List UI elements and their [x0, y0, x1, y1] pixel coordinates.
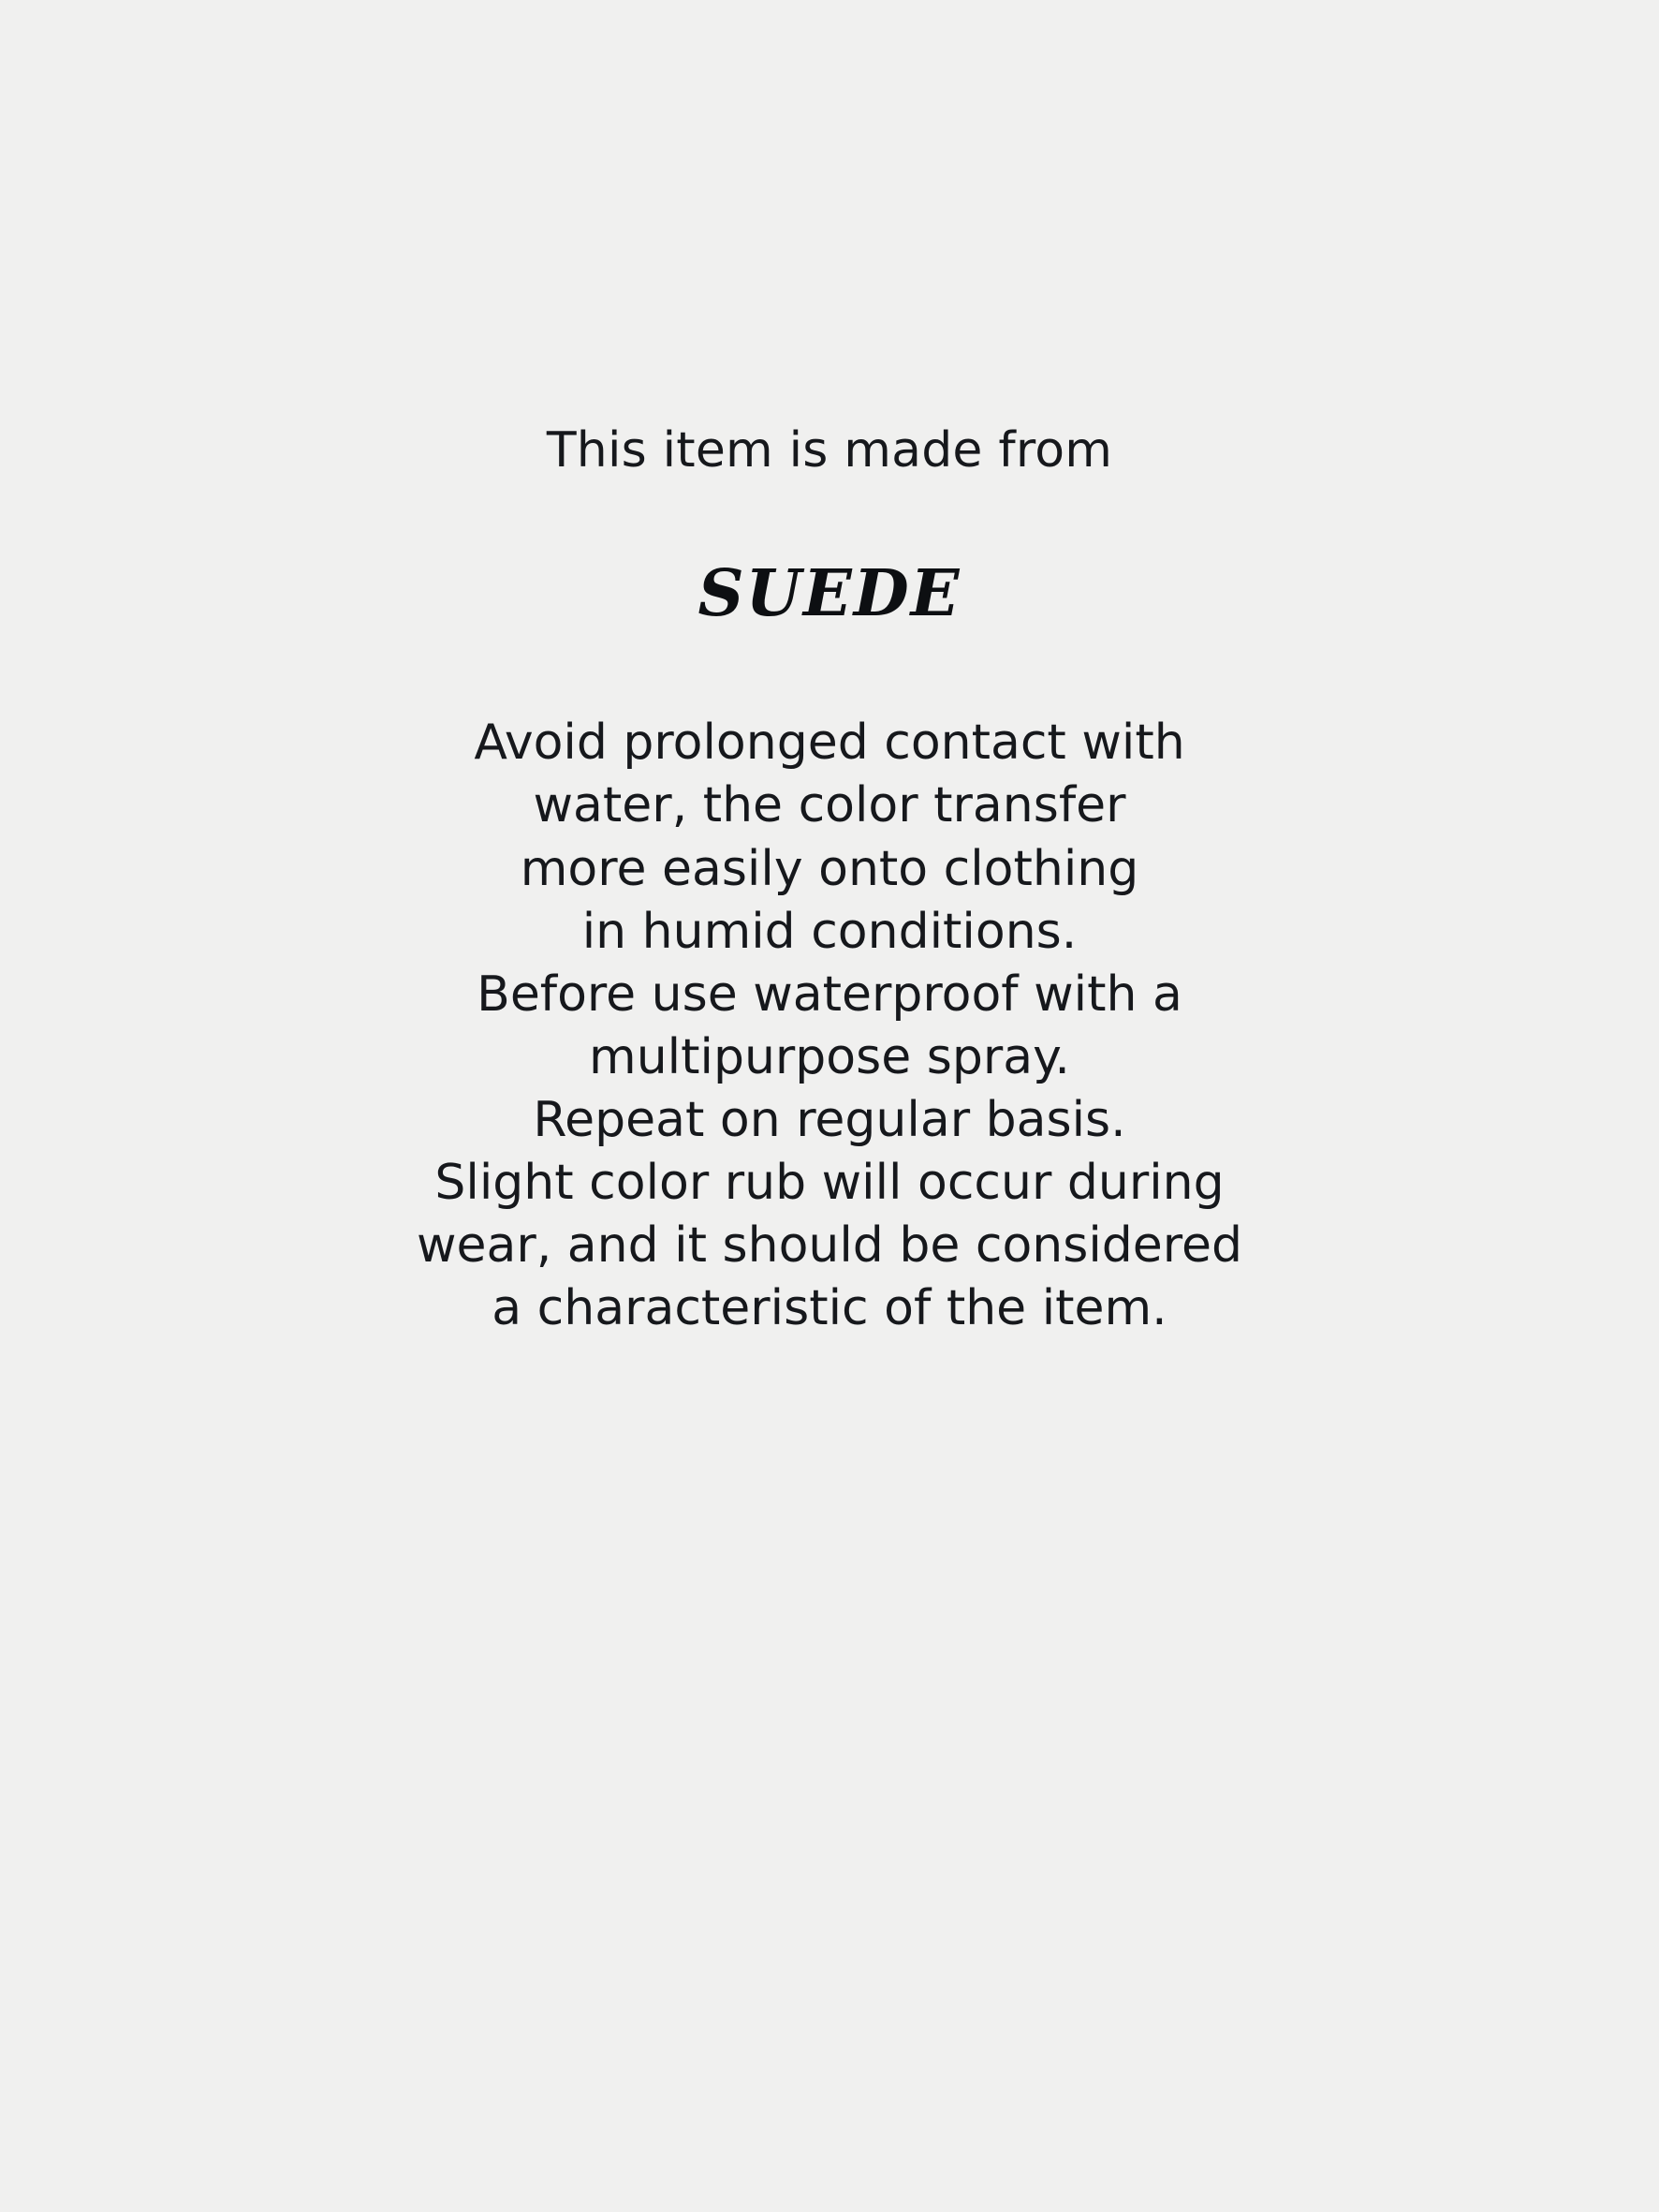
care-label-intro: This item is made from — [546, 422, 1113, 479]
care-instruction-line: Repeat on regular basis. — [533, 1091, 1126, 1148]
care-instructions — [268, 631, 1391, 1340]
care-instruction-line: more easily onto clothing — [520, 840, 1139, 897]
care-instruction-line: wear, and it should be considered — [416, 1217, 1243, 1275]
care-instruction-line: Avoid prolonged contact with — [474, 715, 1185, 772]
care-instruction-line: water, the color transfer — [533, 777, 1126, 834]
care-instruction-line: Before use waterproof with a — [477, 966, 1182, 1023]
care-instruction-line: in humid conditions. — [581, 903, 1078, 960]
care-instruction-line: multipurpose spray. — [589, 1028, 1070, 1085]
care-instruction-line: a characteristic of the item. — [492, 1280, 1167, 1337]
care-label-card — [268, 421, 1391, 1340]
material-name: SUEDE — [697, 556, 962, 632]
care-instruction-line: Slight color rub will occur during — [434, 1154, 1225, 1211]
